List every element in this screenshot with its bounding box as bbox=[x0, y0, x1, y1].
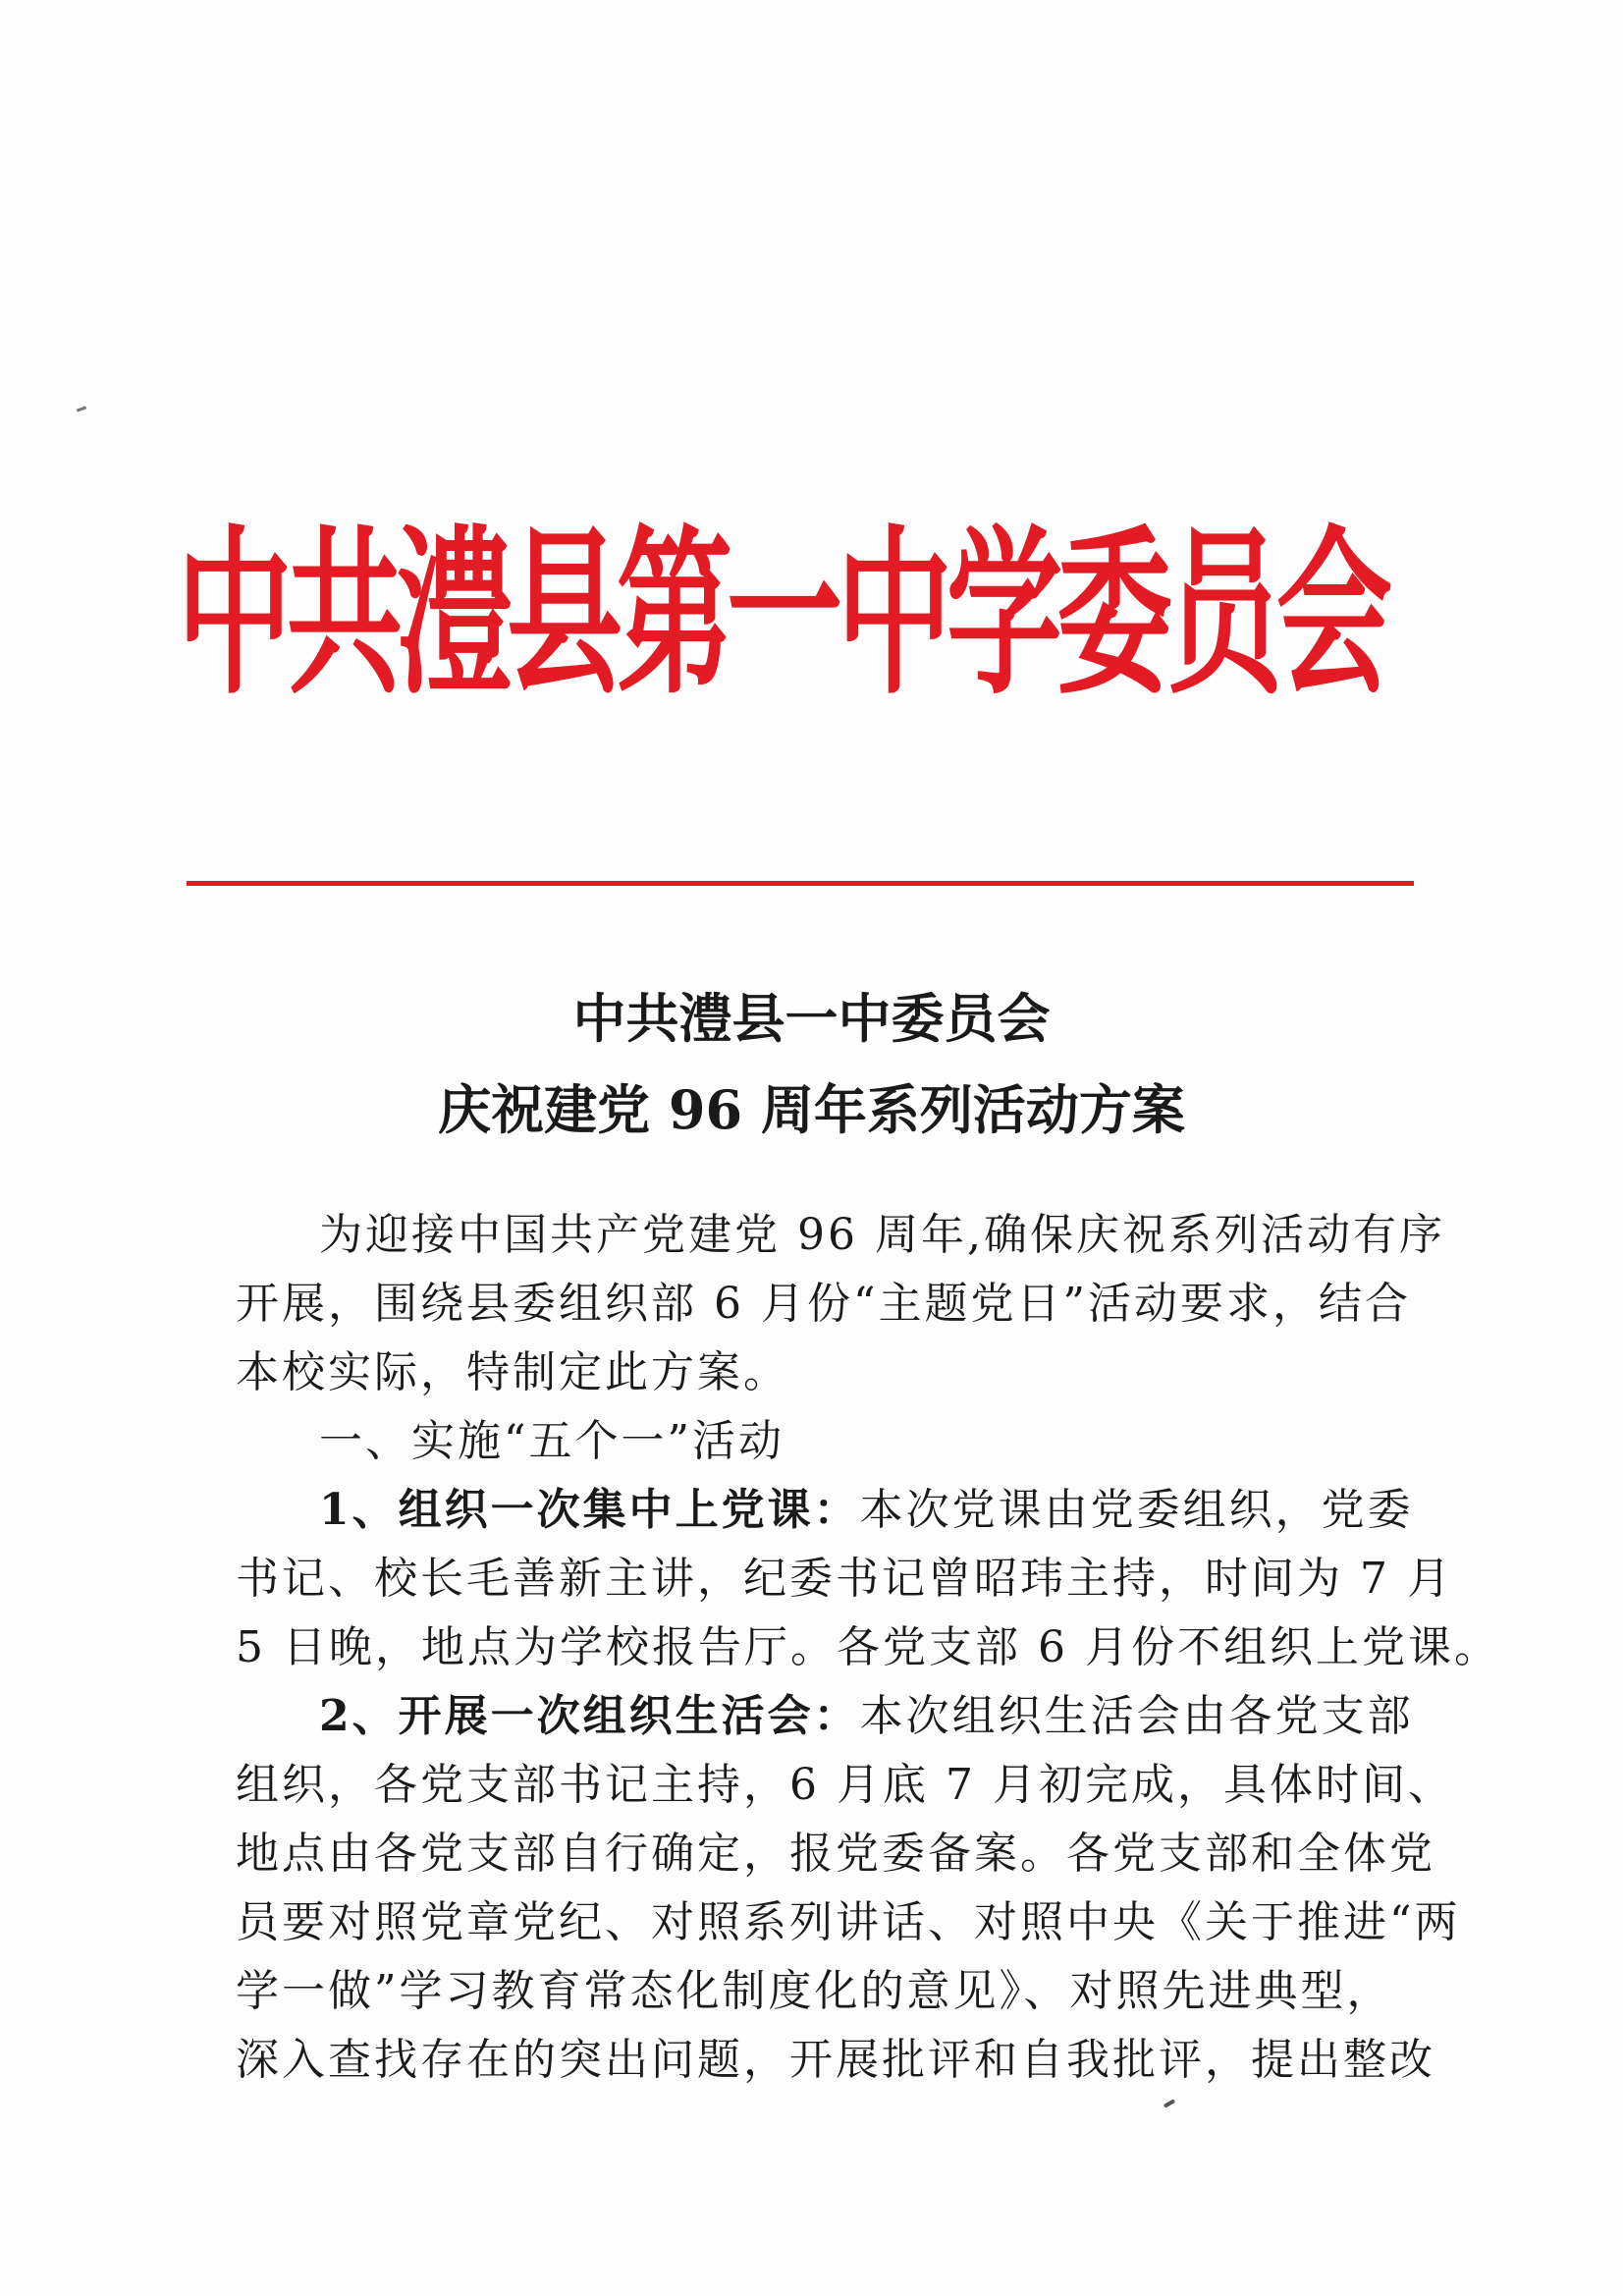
item1-text-2: 5 日晚，地点为学校报告厅。各党支部 6 月份不组织上党课。 bbox=[236, 1622, 1500, 1672]
item1-first-line bbox=[319, 1485, 1414, 1536]
red-masthead: 中共澧县第一中学委员会 bbox=[177, 507, 1387, 719]
item2-text-3: 员要对照党章党纪、对照系列讲话、对照中央《关于推进“两 bbox=[236, 1897, 1461, 1947]
item2-text-5: 深入查找存在的突出问题，开展批评和自我批评，提出整改 bbox=[236, 2035, 1435, 2085]
pen-mark bbox=[1163, 2099, 1175, 2107]
item2-text-4: 学一做”学习教育常态化制度化的意见》、对照先进典型， bbox=[236, 1966, 1393, 2016]
intro-line-1: 为迎接中国共产党建党 96 周年,确保庆祝系列活动有序 bbox=[319, 1210, 1445, 1260]
item1-text-0: 本次党课由党委组织，党委 bbox=[859, 1485, 1414, 1535]
item1-text-1: 书记、校长毛善新主讲，纪委书记曾昭玮主持，时间为 7 月 bbox=[236, 1554, 1453, 1604]
intro-line-3: 本校实际，特制定此方案。 bbox=[236, 1347, 789, 1397]
item2-text-1: 组织，各党支部书记主持，6 月底 7 月初完成，具体时间、 bbox=[236, 1760, 1454, 1810]
item1-heading: 1、组织一次集中上党课： bbox=[319, 1485, 860, 1535]
section-heading-1: 一、实施“五个一”活动 bbox=[319, 1416, 784, 1466]
document-title-line1: 中共澧县一中委员会 bbox=[572, 987, 1051, 1050]
document-title-line2: 庆祝建党 96 周年系列活动方案 bbox=[438, 1078, 1185, 1141]
red-divider-line bbox=[187, 881, 1414, 886]
scan-speck bbox=[77, 406, 86, 411]
item2-heading: 2、开展一次组织生活会： bbox=[319, 1691, 860, 1741]
item2-text-0: 本次组织生活会由各党支部 bbox=[859, 1691, 1414, 1741]
item2-text-2: 地点由各党支部自行确定，报党委备案。各党支部和全体党 bbox=[236, 1829, 1435, 1879]
intro-line-2: 开展，围绕县委组织部 6 月份“主题党日”活动要求，结合 bbox=[236, 1279, 1411, 1329]
item2-first-line bbox=[319, 1691, 1414, 1742]
